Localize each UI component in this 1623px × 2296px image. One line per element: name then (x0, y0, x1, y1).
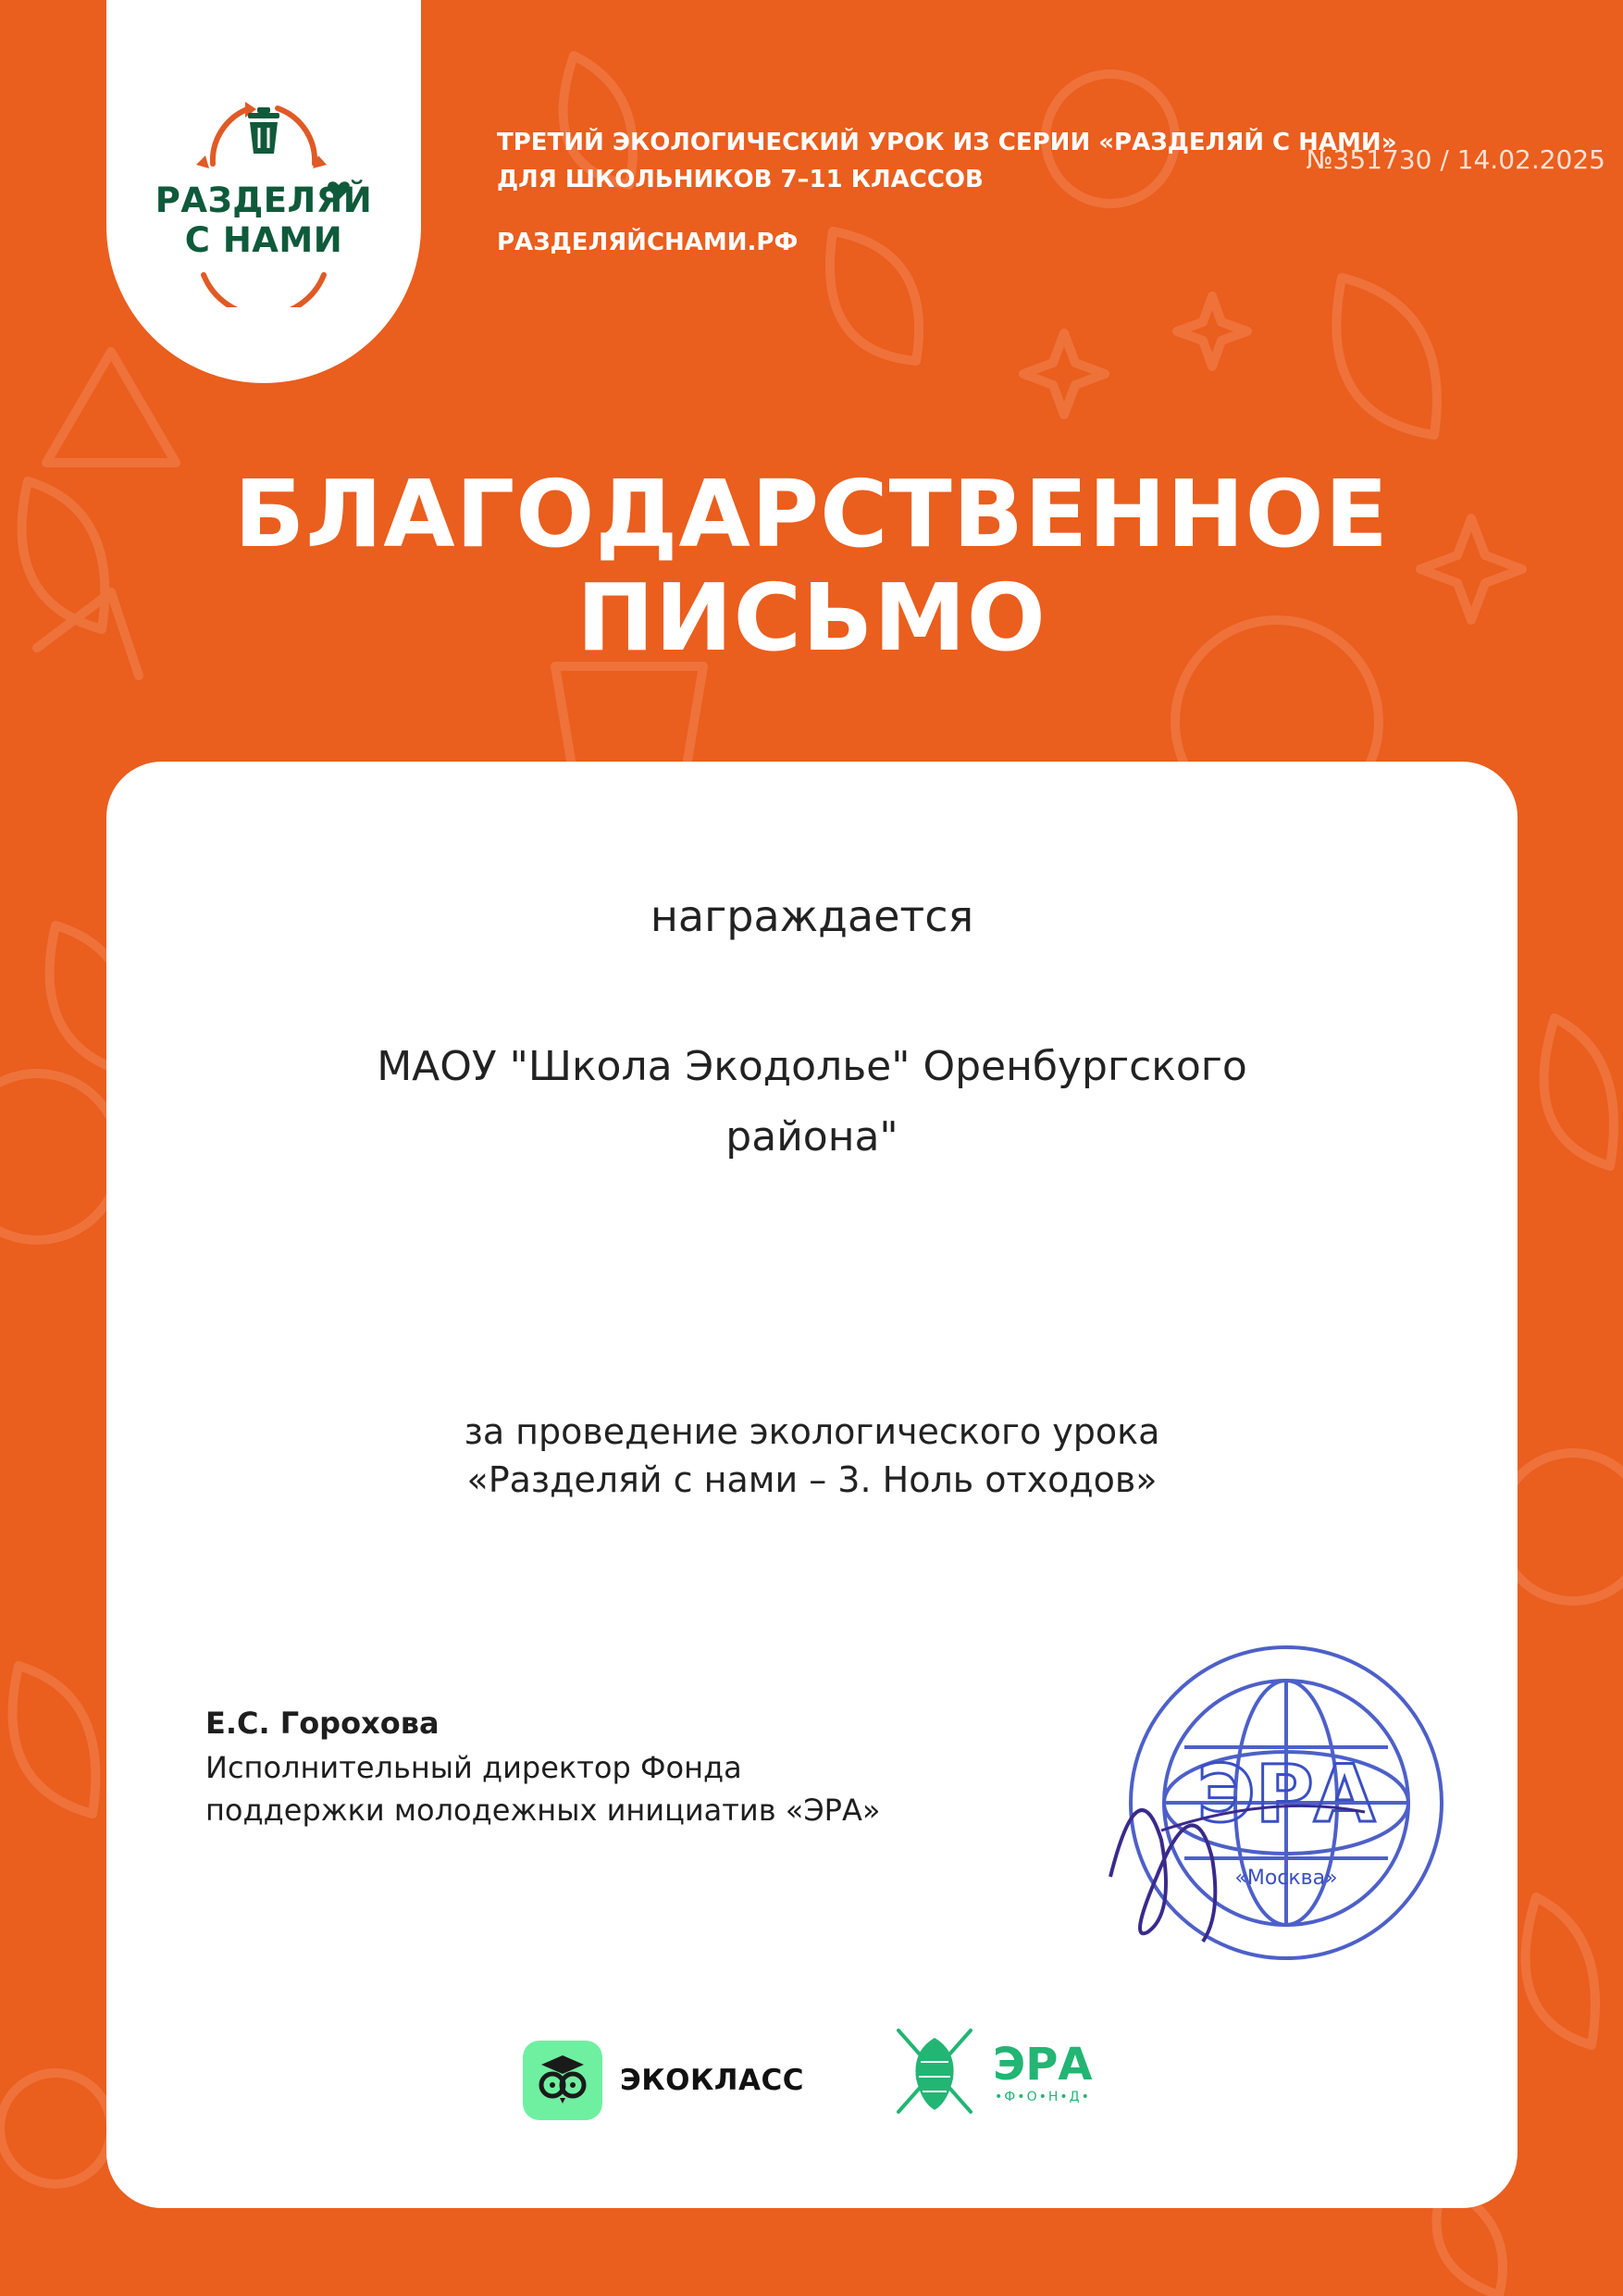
leaf-icon (13, 1666, 96, 1814)
title-line2: ПИСЬМО (576, 564, 1047, 672)
recipient-line2: района" (725, 1113, 898, 1160)
circle-shape (0, 2073, 111, 2184)
star-icon (1023, 333, 1105, 415)
document-title (0, 460, 1623, 672)
recipient-line1: МАОУ "Школа Экодолье" Оренбургского (377, 1043, 1247, 1090)
header-site: РАЗДЕЛЯЙСНАМИ.РФ (497, 229, 799, 256)
leaf-icon (830, 231, 919, 361)
triangle-shape (46, 352, 176, 463)
pinecone-icon (893, 2025, 976, 2117)
circle-shape (1499, 1453, 1623, 1601)
leaf-icon (1526, 1897, 1595, 2045)
ecoclass-logo (523, 2039, 805, 2122)
star-icon (1177, 296, 1247, 366)
letter-card (106, 762, 1518, 2208)
awarded-label: награждается (650, 891, 974, 941)
header-line2: ДЛЯ ШКОЛЬНИКОВ 7–11 КЛАССОВ (497, 166, 984, 193)
seal-city-text: «Москва» (1234, 1867, 1338, 1890)
signer-position-line2: поддержки молодежных инициатив «ЭРА» (205, 1793, 881, 1828)
logo-text-line2: С НАМИ (184, 220, 343, 260)
era-logo (893, 2025, 1134, 2127)
era-label: ЭРА (993, 2039, 1093, 2091)
header-line1: ТРЕТИЙ ЭКОЛОГИЧЕСКИЙ УРОК ИЗ СЕРИИ «РАЗДЕЛЯЙ С НАМИ» (497, 129, 1397, 156)
signer-position-line1: Исполнительный директор Фонда (205, 1750, 742, 1785)
era-sub-label: •Ф•О•Н•Д• (995, 2090, 1091, 2104)
logo-badge (106, 0, 421, 383)
reason-line1: за проведение экологического урока (464, 1411, 1160, 1452)
logo-text-line1: РАЗДЕЛЯЙ (155, 180, 373, 220)
seal-stamp (1096, 1627, 1448, 1969)
leaf-icon (1544, 1018, 1614, 1166)
reason-line2: «Разделяй с нами – 3. Ноль отходов» (466, 1459, 1158, 1500)
title-line1: БЛАГОДАРСТВЕННОЕ (234, 460, 1389, 568)
signer-name: Е.С. Горохова (205, 1706, 440, 1741)
serial-number: №351730 / 14.02.2025 (1306, 144, 1605, 175)
leaf-icon (1336, 278, 1436, 435)
ecoclass-label: ЭКОКЛАСС (620, 2064, 805, 2097)
plant-pot-icon (555, 666, 703, 777)
circle-shape (0, 1074, 120, 1240)
owl-icon (523, 2041, 602, 2120)
seal-center-text: ЭРА (1196, 1748, 1376, 1841)
